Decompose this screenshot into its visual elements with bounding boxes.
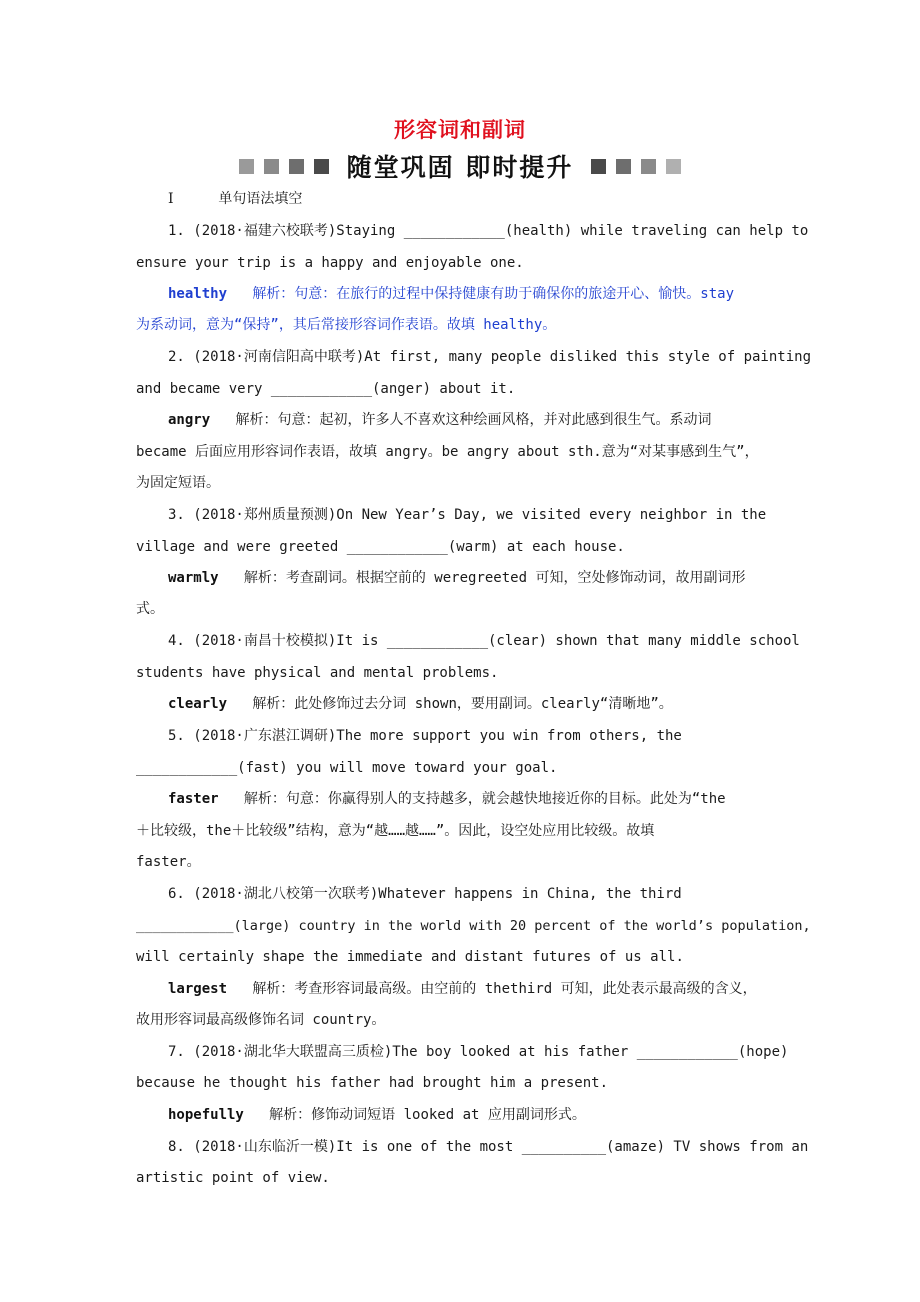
answer-2-line-2: became 后面应用形容词作表语，故填 angry。be angry about sth.意为“对某事感到生气”， [136, 444, 759, 460]
question-5-line-1: 5. (2018·广东湛江调研)The more support you win from others, the [168, 728, 682, 744]
answer-6 [168, 979, 820, 999]
banner-square [264, 159, 279, 174]
answer-word: healthy [168, 286, 228, 302]
question-1-line-2: ensure your trip is a happy and enjoyable one. [136, 255, 524, 271]
answer-1-line-2: 为系动词，意为“保持”，其后常接形容词作表语。故填 healthy。 [136, 317, 557, 333]
explanation-text: 解析：考查副词。根据空前的 weregreeted 可知，空处修饰动词，故用副词形 [243, 570, 746, 586]
question-3-line-1: 3. (2018·郑州质量预测)On New Year’s Day, we visited every neighbor in the [168, 507, 767, 523]
banner-square [289, 159, 304, 174]
answer-2-line-3: 为固定短语。 [136, 475, 220, 491]
answer-word: warmly [168, 570, 219, 586]
banner-square [239, 159, 254, 174]
question-7-line-1: 7. (2018·湖北华大联盟高三质检)The boy looked at his father ____________(hope) [168, 1044, 789, 1060]
question-8-line-2: artistic point of view. [136, 1170, 330, 1186]
banner-square [591, 159, 606, 174]
question-1-line-1: 1. (2018·福建六校联考)Staying ____________(health) while traveling can help to [168, 223, 809, 239]
question-6-line-2: ____________(large) country in the world with 20 percent of the world’s population, [136, 918, 811, 934]
answer-7 [168, 1105, 820, 1125]
answer-5-line-2: ＋比较级，the＋比较级”结构，意为“越……越……”。因此，设空处应用比较级。故填 [136, 823, 655, 839]
explanation-text: 解析：此处修饰过去分词 shown，要用副词。clearly“清晰地”。 [252, 696, 673, 712]
banner-square [641, 159, 656, 174]
explanation-text: 解析：句意：起初，许多人不喜欢这种绘画风格，并对此感到很生气。系动词 [235, 412, 712, 428]
answer-word: faster [168, 791, 219, 807]
banner-square [314, 159, 329, 174]
answer-4 [168, 694, 820, 714]
answer-word: hopefully [168, 1107, 244, 1123]
question-4-line-2: students have physical and mental problems. [136, 665, 499, 681]
answer-word: clearly [168, 696, 228, 712]
answer-3-line-2: 式。 [136, 601, 164, 617]
answer-5-line-3: faster。 [136, 854, 201, 870]
answer-3 [168, 568, 820, 588]
section-banner [0, 148, 920, 184]
question-7-line-2: because he thought his father had brought him a present. [136, 1075, 609, 1091]
question-5-line-2: ____________(fast) you will move toward your goal. [136, 760, 558, 776]
banner-square [616, 159, 631, 174]
banner-square [666, 159, 681, 174]
question-6-line-1: 6. (2018·湖北八校第一次联考)Whatever happens in China, the third [168, 886, 682, 902]
page-title: 形容词和副词 [394, 117, 526, 142]
question-6-line-3: will certainly shape the immediate and distant futures of us all. [136, 949, 684, 965]
explanation-text: 解析：修饰动词短语 looked at 应用副词形式。 [269, 1107, 586, 1123]
question-8-line-1: 8. (2018·山东临沂一模)It is one of the most __________(amaze) TV shows from an [168, 1139, 809, 1155]
answer-6-line-2: 故用形容词最高级修饰名词 country。 [136, 1012, 386, 1028]
question-2-line-1: 2. (2018·河南信阳高中联考)At first, many people disliked this style of painting [168, 349, 812, 365]
answer-1 [168, 284, 820, 304]
section-label: 单句语法填空 [218, 191, 303, 207]
question-3-line-2: village and were greeted ____________(warm) at each house. [136, 539, 625, 555]
answer-2 [168, 410, 820, 430]
question-4-line-1: 4. (2018·南昌十校模拟)It is ____________(clear) shown that many middle school [168, 633, 800, 649]
explanation-text: 解析：句意：你赢得别人的支持越多，就会越快地接近你的目标。此处为“the [243, 791, 726, 807]
banner-text: 随堂巩固 即时提升 [346, 153, 574, 182]
answer-word: largest [168, 981, 228, 997]
answer-word: angry [168, 412, 211, 428]
section-heading [168, 189, 852, 209]
section-numeral: Ⅰ [168, 191, 174, 207]
explanation-text: 解析：考查形容词最高级。由空前的 thethird 可知，此处表示最高级的含义， [252, 981, 757, 997]
answer-5 [168, 789, 820, 809]
question-2-line-2: and became very ____________(anger) about it. [136, 381, 516, 397]
explanation-text: 解析：句意：在旅行的过程中保持健康有助于确保你的旅途开心、愉快。stay [252, 286, 735, 302]
